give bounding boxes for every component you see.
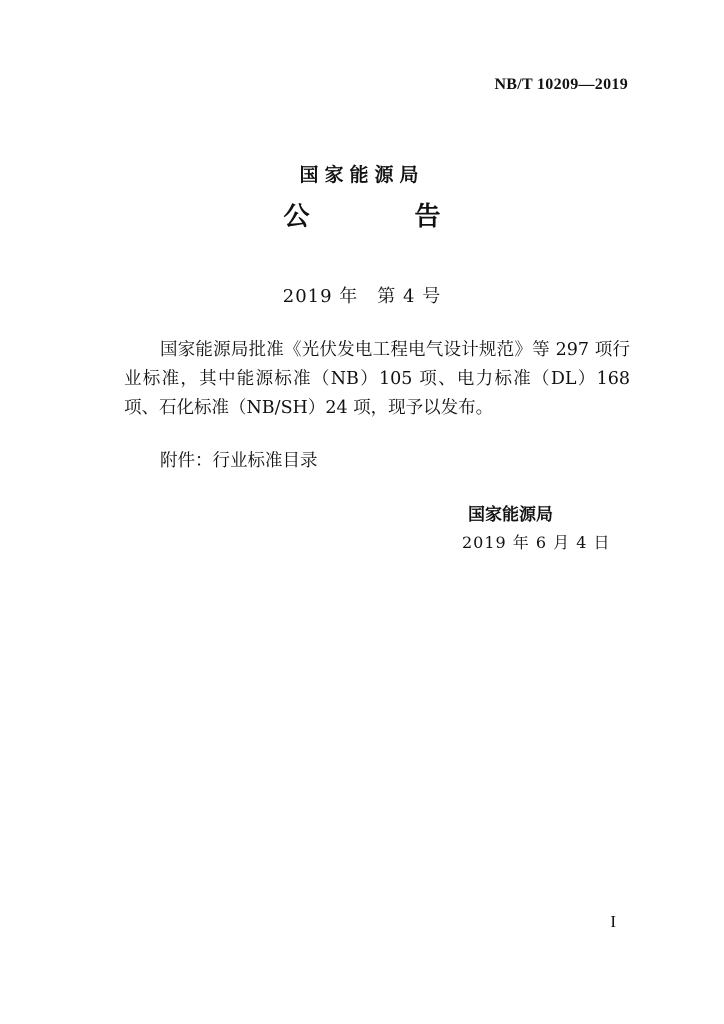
page-number: I (610, 912, 616, 931)
announcement-body: 国家能源局批准《光伏发电工程电气设计规范》等 297 项行业标准，其中能源标准（NB）105 项、电力标准（DL）168 项、石化标准（NB/SH）24 项，现予以发布。 (124, 340, 630, 418)
issuer-heading: 国家能源局 (299, 164, 425, 186)
announcement-title: 公 告 (283, 202, 489, 232)
announcement-number: 2019 年 第 4 号 (282, 286, 442, 307)
attachment-line: 附件：行业标准目录 (160, 451, 318, 471)
signature-date: 2019 年 6 月 4 日 (462, 533, 611, 552)
standard-code: NB/T 10209—2019 (494, 76, 628, 93)
signer: 国家能源局 (468, 505, 553, 525)
